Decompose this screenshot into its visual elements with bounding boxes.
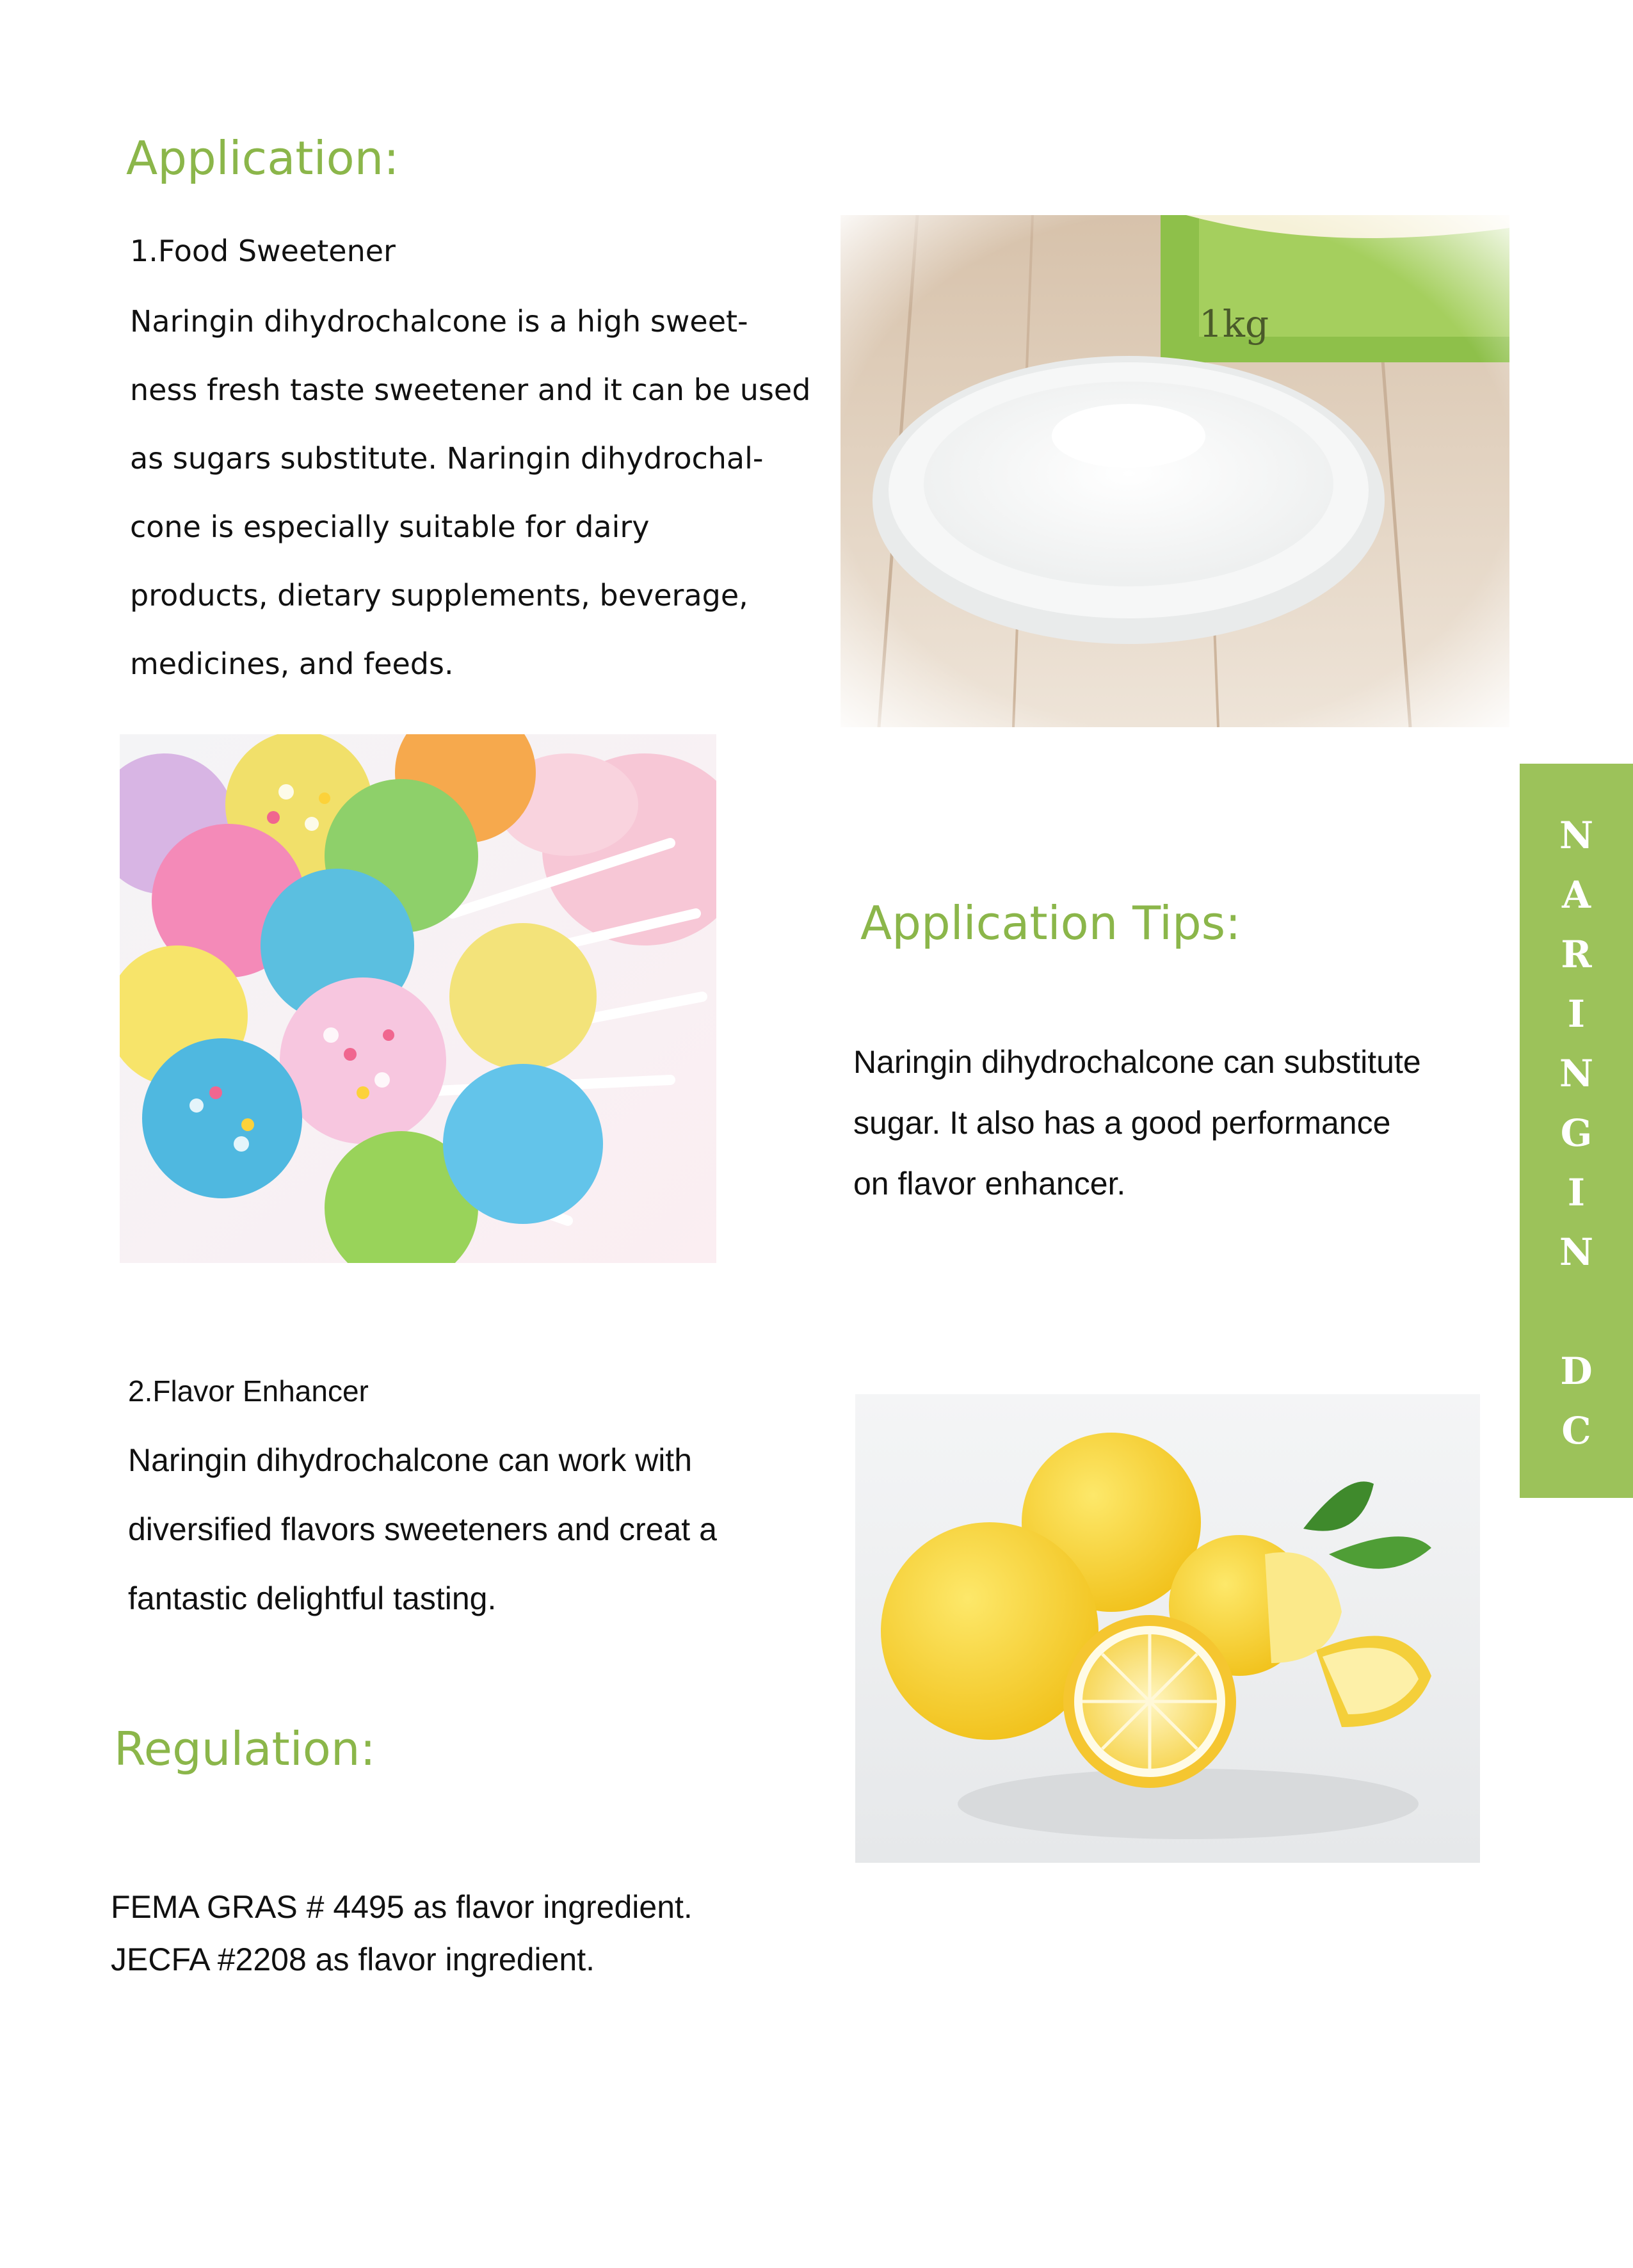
food-line: as sugars substitute. Naringin dihydrochal- (130, 441, 764, 476)
side-letter: G (1560, 1111, 1593, 1155)
side-letter: R (1561, 933, 1592, 976)
side-letter: N (1559, 1052, 1593, 1095)
side-letter-gap (1520, 1282, 1633, 1342)
regulation-heading: Regulation: (114, 1722, 376, 1776)
tips-line: on flavor enhancer. (853, 1166, 1126, 1202)
product-name-side-band (1520, 764, 1633, 1498)
flavor-enhancer-title: 2.Flavor Enhancer (128, 1374, 369, 1408)
cake-pops-photo (120, 734, 716, 1263)
food-line: Naringin dihydrochalcone is a high sweet- (130, 304, 748, 339)
regulation-line: JECFA #2208 as flavor ingredient. (111, 1942, 595, 1977)
food-line: products, dietary supplements, beverage, (130, 578, 748, 613)
side-letter: N (1559, 1230, 1593, 1274)
food-line: medicines, and feeds. (130, 647, 454, 681)
side-letter: A (1561, 873, 1591, 917)
side-letter: C (1561, 1409, 1591, 1452)
side-letter: N (1559, 814, 1593, 857)
regulation-line: FEMA GRAS # 4495 as flavor ingredient. (111, 1889, 693, 1925)
food-sweetener-text (130, 287, 810, 698)
side-letter: D (1560, 1349, 1593, 1393)
flavor-line: diversified flavors sweeteners and creat a (128, 1511, 717, 1547)
food-line: ness fresh taste sweetener and it can be used (130, 373, 811, 407)
flavor-enhancer-text (128, 1426, 717, 1633)
application-tips-text (853, 1032, 1421, 1214)
food-line: cone is especially suitable for dairy (130, 510, 650, 544)
side-band-letters (1520, 806, 1633, 1461)
flavor-line: Naringin dihydrochalcone can work with (128, 1442, 693, 1478)
application-heading: Application: (126, 131, 399, 185)
food-sweetener-title: 1.Food Sweetener (130, 234, 396, 268)
side-letter: I (1567, 1171, 1586, 1214)
tips-line: sugar. It also has a good performance (853, 1105, 1391, 1141)
tips-line: Naringin dihydrochalcone can substitute (853, 1044, 1421, 1080)
flavor-line: fantastic delightful tasting. (128, 1580, 497, 1616)
regulation-text (111, 1881, 693, 1986)
side-letter: I (1567, 992, 1586, 1036)
application-tips-heading: Application Tips: (860, 896, 1241, 950)
powder-bowl-photo (841, 215, 1509, 727)
grapefruit-photo (855, 1394, 1480, 1863)
